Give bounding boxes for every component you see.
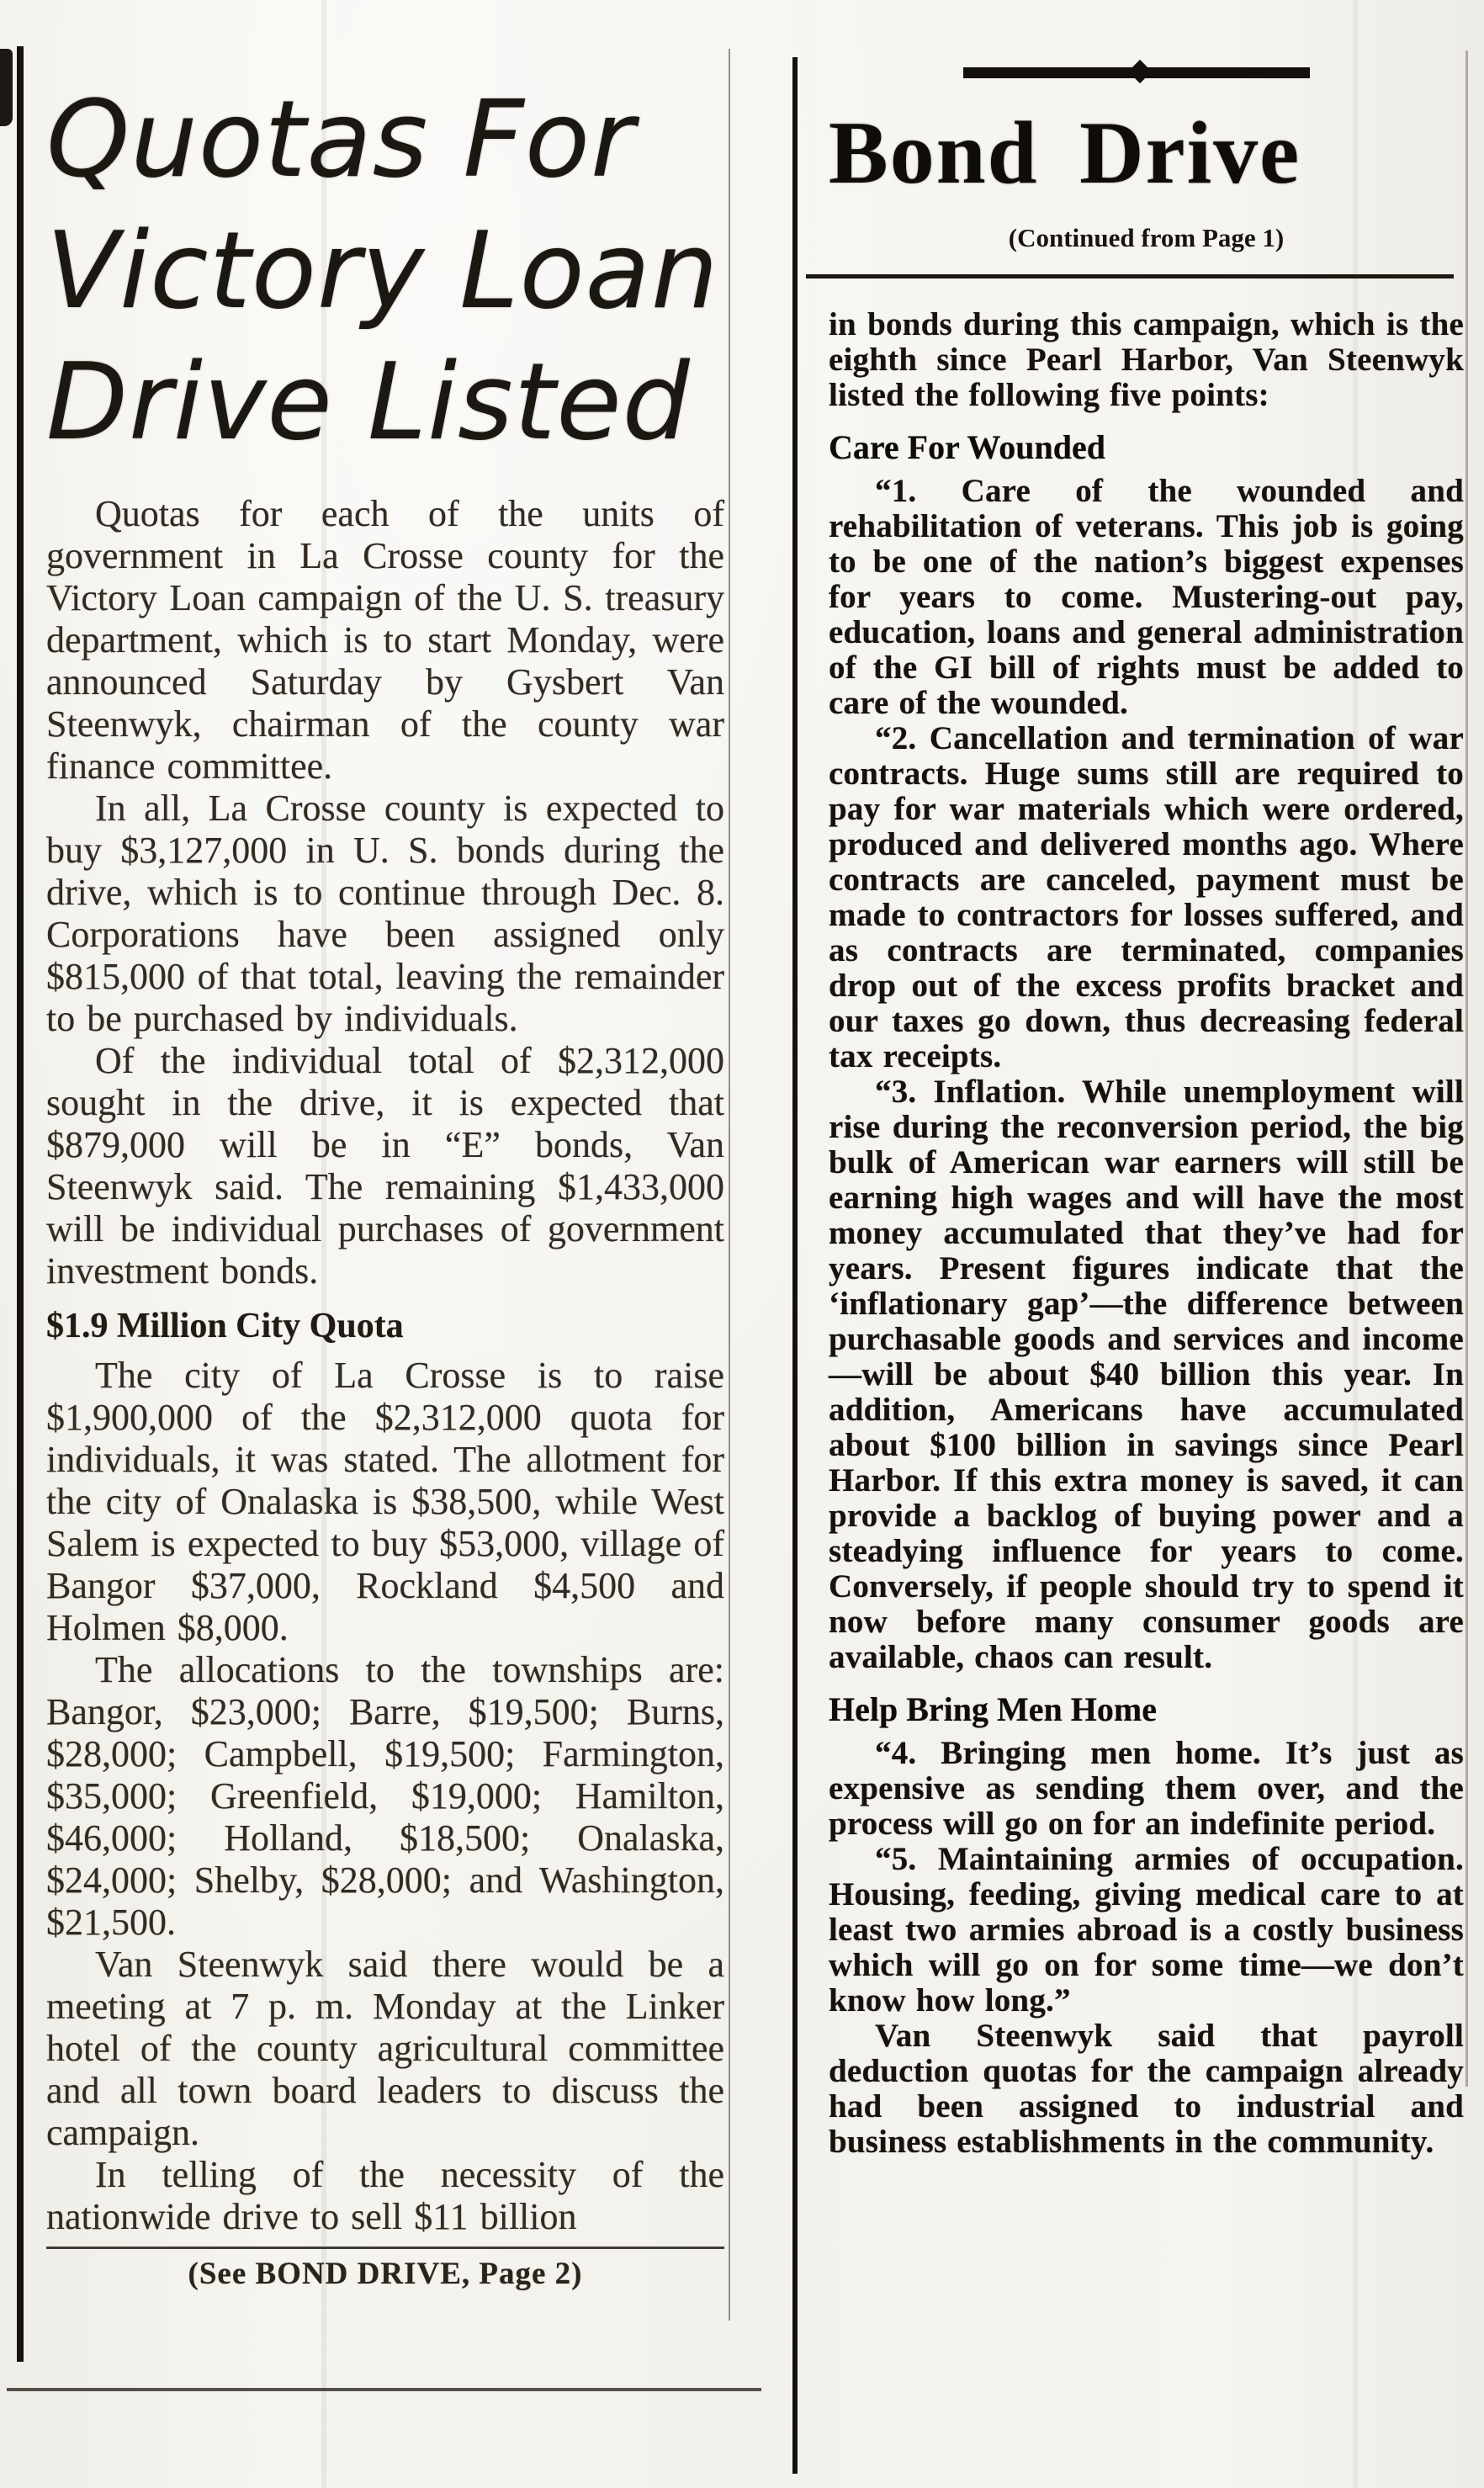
paragraph: The city of La Crosse is to raise $1,900,000 of the $2,312,000 quota for individuals, it was stated. The allotment for the city of Onalaska is $38,500, while West Salem is expected to buy $53,000, village of Bangor $37,000, Rockland $4,500 and Holmen $8,000. xyxy=(46,1355,724,1648)
paragraph: In all, La Crosse county is expected to buy $3,127,000 in U. S. bonds during the drive, which is to continue through Dec. 8. Corporations have been assigned only $815,000 of that total, leaving the remainder to be purchased by individuals. xyxy=(46,788,724,1039)
bond-drive-article xyxy=(829,94,1464,2160)
paragraph: “1. Care of the wounded and rehabilitation of veterans. This job is going to be one of the nation’s biggest expenses for years to come. Mustering-out pay, education, loans and general administration of the GI bill of rights must be added to care of the wounded. xyxy=(829,473,1464,721)
quotas-article-headline xyxy=(46,74,724,468)
left-column-bottom-rule xyxy=(7,2388,761,2391)
headline-bottom-rule xyxy=(806,274,1454,279)
paragraph: Quotas for each of the units of government in La Crosse county for the Victory Loan campaign of the U. S. treasury department, which is to start Monday, were announced Saturday by Gysbert Van Steenwyk, chairman of the county war finance committee. xyxy=(46,493,724,787)
paragraph: The allocations to the townships are: Bangor, $23,000; Barre, $19,500; Burns, $28,000; Campbell, $19,500; Farmington, $35,000; Greenfield, $19,000; Hamilton, $46,000; Holland, $18,500; Onalaska, $24,000; Shelby, $28,000; and Washington, $21,500. xyxy=(46,1649,724,1943)
paragraph: Van Steenwyk said there would be a meeting at 7 p. m. Monday at the Linker hotel of the county agricultural committee and all town board leaders to discuss the campaign. xyxy=(46,1944,724,2153)
headline-line: Drive Listed xyxy=(46,340,691,464)
headline-line: Quotas For xyxy=(46,77,635,201)
paragraph: “5. Maintaining armies of occupation. Housing, feeding, giving medical care to at least two armies abroad is a costly business which will go on for some time—we don’t know how long.” xyxy=(829,1841,1464,2019)
paragraph: “3. Inflation. While unemployment will rise during the reconversion period, the big bulk of American war earners will still be earning high wages and will have the most money accumulated that they’ve had for years. Present figures indicate that the ‘inflationary gap’—the difference between purchasable goods and services and income—will be about $40 billion this year. In addition, Americans have accumulated about $100 billion in savings since Pearl Harbor. If this extra money is saved, it can provide a backlog of buying power and a steadying influence for years to come. Conversely, if people should try to spend it now before many consumer goods are available, chaos can result. xyxy=(829,1074,1464,1675)
scan-smudge xyxy=(0,49,13,126)
page-right-edge-rule xyxy=(1465,50,1468,2087)
headline-ornament-bar xyxy=(963,67,1310,78)
headline-line: Victory Loan xyxy=(46,209,719,332)
quotas-article xyxy=(46,74,724,2292)
right-column-border-rule xyxy=(792,57,798,2474)
subhead-care-for-wounded: Care For Wounded xyxy=(829,428,1105,466)
paragraph: in bonds during this campaign, which is the eighth since Pearl Harbor, Van Steenwyk listed the following five points: xyxy=(829,306,1464,413)
column-divider-rule xyxy=(729,49,730,2321)
paragraph: Of the individual total of $2,312,000 sought in the drive, it is expected that $879,000 will be in “E” bonds, Van Steenwyk said. The remaining $1,433,000 will be individual purchases of government investment bonds. xyxy=(46,1040,724,1292)
subhead-help-bring-men-home: Help Bring Men Home xyxy=(829,1690,1157,1728)
paragraph: Van Steenwyk said that payroll deduction quotas for the campaign already had been assigned to industrial and business establishments in the community. xyxy=(829,2018,1464,2160)
left-column-border-rule xyxy=(17,46,24,2362)
continuation-notice xyxy=(46,2247,724,2292)
paragraph: “2. Cancellation and termination of war contracts. Huge sums still are required to pay for war materials which were ordered, produced and delivered months ago. Where contracts are canceled, payment must be made to contractors for losses suffered, and as contracts are terminated, companies drop out of the excess profits bracket and our taxes go down, thus decreasing federal tax receipts. xyxy=(829,720,1464,1074)
paragraph: “4. Bringing men home. It’s just as expensive as sending them over, and the process will go on for an indefinite period. xyxy=(829,1735,1464,1842)
bond-drive-headline: Bond Drive xyxy=(829,103,1301,202)
paragraph: In telling of the necessity of the nationwide drive to sell $11 billion xyxy=(46,2154,724,2237)
see-bond-drive-note: (See BOND DRIVE, Page 2) xyxy=(188,2257,583,2291)
subhead-city-quota: $1.9 Million City Quota xyxy=(46,1307,404,1345)
continued-from-page-note: (Continued from Page 1) xyxy=(1008,223,1285,252)
